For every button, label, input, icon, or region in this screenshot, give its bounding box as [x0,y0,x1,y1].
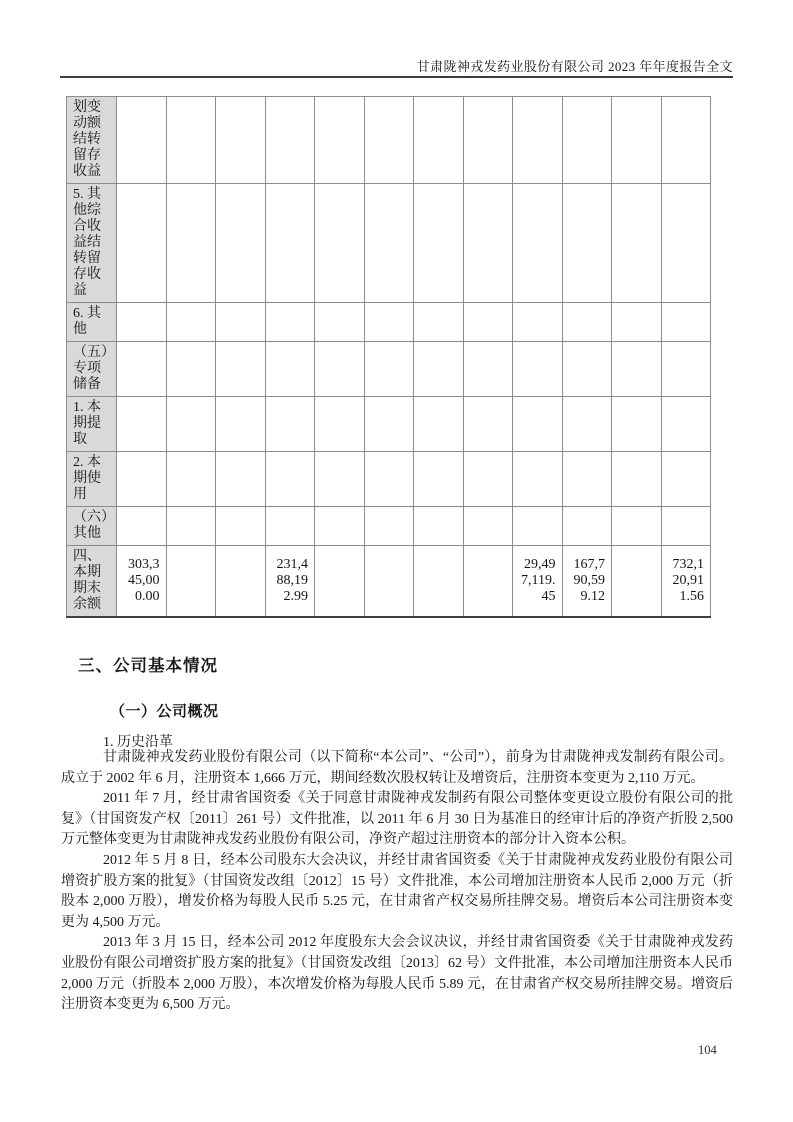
table-row [67,303,711,342]
history-paragraph-3: 2012 年 5 月 8 日，经本公司股东大会决议，并经甘肃省国资委《关于甘肃陇神戎发药业股份有限公司增资扩股方案的批复》（甘国资发改组〔2012〕15 号）文件批准，本公司增加注册资本人民币 2,000 万元（折股本 2,000 万股），增发价格为每股人民币 5.25 元，在甘肃省产权交易所挂牌交易。增资后本公司注册资本变更为 4,500 万元。 [61,852,733,930]
history-paragraph-4: 2013 年 3 月 15 日，经本公司 2012 年度股东大会会议决议，并经甘肃省国资委《关于甘肃陇神戎发药业股份有限公司增资扩股方案的批复》（甘国资发改组〔2013〕62 号）文件批准，本公司增加注册资本人民币 2,000 万元（折股本 2,000 万股），本次增发价格为每股人民币 5.89 元，在甘肃省产权交易所挂牌交易。增资后注册资本变更为 6,500 万元。 [61,935,733,1013]
row-label-cell: 5. 其他综合收益结转留存收益 [67,184,117,303]
table-cell [661,452,711,507]
table-cell [166,97,216,184]
table-cell-share-capital: 303,345,000.00 [117,546,167,618]
table-cell [414,342,464,397]
row-label-cell: 四、本期期末余额 [67,546,117,618]
table-cell [166,546,216,618]
table-cell [166,397,216,452]
table-cell [265,397,315,452]
table-cell [661,303,711,342]
row-label-cell: （六）其他 [67,507,117,546]
page-number: 104 [698,1043,717,1057]
table-cell [364,342,414,397]
table-row-period-end-balance [67,546,711,618]
table-cell [513,397,563,452]
table-cell [315,507,365,546]
table-row [67,184,711,303]
table-cell [265,184,315,303]
table-cell [117,97,167,184]
table-cell [513,97,563,184]
table-cell [414,303,464,342]
table-cell [463,342,513,397]
table-cell [265,303,315,342]
table-cell [265,342,315,397]
table-cell [216,507,266,546]
table-cell [463,97,513,184]
table-cell [117,397,167,452]
table-cell [216,452,266,507]
table-cell [562,452,612,507]
table-cell [513,184,563,303]
table-cell [216,303,266,342]
table-cell [562,342,612,397]
row-label-cell: 划变动额结转留存收益 [67,97,117,184]
table-cell [117,507,167,546]
table-cell-total-equity: 732,120,911.56 [661,546,711,618]
table-row [67,342,711,397]
table-cell [117,452,167,507]
table-cell [612,97,662,184]
table-cell [562,397,612,452]
table-cell [166,342,216,397]
table-cell [661,507,711,546]
table-cell [364,303,414,342]
table-cell [414,507,464,546]
table-cell [216,397,266,452]
table-cell [463,452,513,507]
table-cell [364,546,414,618]
table-cell [364,184,414,303]
table-cell [463,184,513,303]
table-cell [315,97,365,184]
table-cell [166,184,216,303]
row-label-cell: 2. 本期使用 [67,452,117,507]
table-cell [463,397,513,452]
table-cell [612,342,662,397]
table-cell [265,452,315,507]
table-cell [414,452,464,507]
table-cell [364,452,414,507]
table-cell [117,342,167,397]
table-cell [661,397,711,452]
table-cell-capital-reserve: 231,488,192.99 [265,546,315,618]
table-cell [414,97,464,184]
row-label-cell: 1. 本期提取 [67,397,117,452]
table-cell [315,303,365,342]
table-cell [562,303,612,342]
row-label-cell: 6. 其他 [67,303,117,342]
table-cell [117,184,167,303]
table-cell [513,342,563,397]
table-cell [216,342,266,397]
table-cell [414,546,464,618]
table-cell [166,303,216,342]
table-row [67,452,711,507]
table-cell [315,452,365,507]
table-cell [513,507,563,546]
table-cell [562,507,612,546]
history-paragraph-1: 甘肃陇神戎发药业股份有限公司（以下简称“本公司”、“公司”），前身为甘肃陇神戎发制药有限公司。成立于 2002 年 6 月，注册资本 1,666 万元，期间经数次股权转让及增资后，注册资本变更为 2,110 万元。 [61,750,733,786]
table-cell [166,452,216,507]
table-row [67,507,711,546]
table-cell [612,507,662,546]
table-cell [661,342,711,397]
table-cell [463,507,513,546]
table-cell [315,546,365,618]
table-cell [216,97,266,184]
row-label-cell: （五）专项储备 [67,342,117,397]
table-cell [661,97,711,184]
table-cell [216,184,266,303]
table-cell [513,452,563,507]
subsection-heading: （一）公司概况 [110,704,219,720]
section-heading: 三、公司基本情况 [78,656,218,675]
table-cell [612,184,662,303]
history-paragraphs [61,748,733,1016]
table-cell-surplus-reserve: 29,497,119.45 [513,546,563,618]
table-cell [612,452,662,507]
table-cell [513,303,563,342]
table-cell [562,184,612,303]
table-cell [463,546,513,618]
page-header-title: 甘肃陇神戎发药业股份有限公司 2023 年年度报告全文 [416,59,733,74]
table-row [67,397,711,452]
table-cell [661,184,711,303]
table-cell-undistributed-profit: 167,790,599.12 [562,546,612,618]
table-cell [216,546,266,618]
table-cell [414,397,464,452]
table-cell [265,97,315,184]
table-cell [562,97,612,184]
table-cell [364,397,414,452]
table-cell [463,303,513,342]
table-cell [315,342,365,397]
table-cell [364,97,414,184]
table-cell [315,397,365,452]
table-row [67,97,711,184]
table-cell [166,507,216,546]
table-cell [117,303,167,342]
table-cell [364,507,414,546]
table-cell [612,303,662,342]
table-cell [612,397,662,452]
table-cell [414,184,464,303]
table-cell [315,184,365,303]
history-paragraph-2: 2011 年 7 月，经甘肃省国资委《关于同意甘肃陇神戎发制药有限公司整体变更设立股份有限公司的批复》（甘国资发产权〔2011〕261 号）文件批准，以 2011 年 6 月 30 日为基准日的经审计后的净资产折股 2,500 万元整体变更为甘肃陇神戎发药业股份有限公司，净资产超过注册资本的部分计入资本公积。 [61,791,733,848]
table-cell [612,546,662,618]
table-cell [265,507,315,546]
history-item-heading: 1. 历史沿革 [103,735,173,750]
equity-change-table [66,96,711,618]
header-divider [60,76,733,78]
